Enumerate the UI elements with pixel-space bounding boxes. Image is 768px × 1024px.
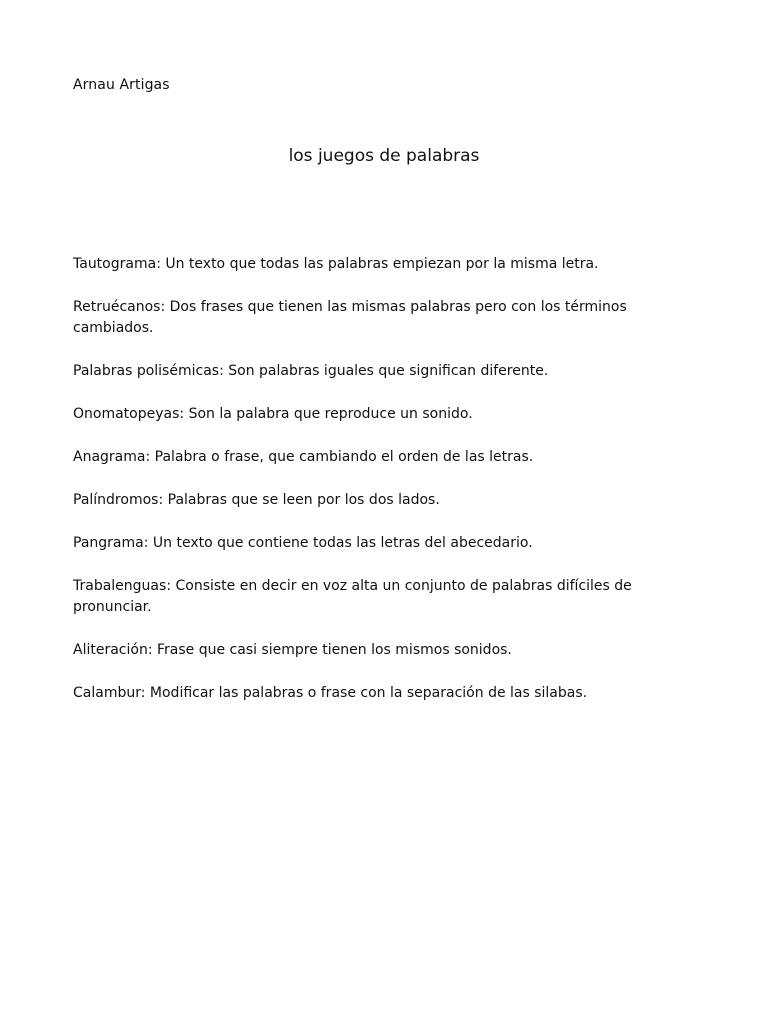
definition-entry	[73, 297, 673, 339]
definition-list	[73, 254, 673, 726]
entry-term: Palabras polisémicas	[73, 363, 220, 379]
entry-term: Aliteración	[73, 642, 148, 658]
entry-definition: Frase que casi siempre tienen los mismos sonidos.	[157, 642, 512, 658]
entry-separator: :	[156, 256, 166, 272]
document-title: los juegos de palabras	[288, 146, 480, 166]
entry-definition: Un texto que todas las palabras empiezan por la misma letra.	[165, 256, 599, 272]
entry-separator: :	[158, 492, 168, 508]
entry-definition: Consiste en decir en voz alta un conjunto de palabras difíciles de pronunciar.	[73, 578, 632, 615]
entry-separator: :	[143, 535, 153, 551]
definition-entry	[73, 447, 673, 468]
entry-definition: Palabras que se leen por los dos lados.	[167, 492, 440, 508]
definition-entry	[73, 533, 673, 554]
definition-entry	[73, 404, 673, 425]
definition-entry	[73, 576, 673, 618]
entry-term: Calambur	[73, 685, 141, 701]
definition-entry	[73, 361, 673, 382]
entry-term: Pangrama	[73, 535, 144, 551]
entry-separator: :	[140, 685, 150, 701]
entry-definition: Un texto que contiene todas las letras del abecedario.	[152, 535, 533, 551]
author-name: Arnau Artigas	[73, 77, 170, 93]
entry-term: Anagrama	[73, 449, 146, 465]
entry-term: Retruécanos	[73, 299, 161, 315]
entry-definition: Modificar las palabras o frase con la separación de las silabas.	[149, 685, 588, 701]
definition-entry	[73, 640, 673, 661]
entry-definition: Son palabras iguales que significan diferente.	[228, 363, 549, 379]
definition-entry	[73, 683, 673, 704]
entry-definition: Palabra o frase, que cambiando el orden de las letras.	[154, 449, 534, 465]
entry-term: Onomatopeyas	[73, 406, 180, 422]
entry-term: Tautograma	[73, 256, 157, 272]
entry-separator: :	[166, 578, 176, 594]
entry-term: Palíndromos	[73, 492, 159, 508]
entry-term: Trabalenguas	[73, 578, 167, 594]
entry-definition: Dos frases que tienen las mismas palabras pero con los términos cambiados.	[73, 299, 627, 336]
entry-separator: :	[145, 449, 155, 465]
definition-entry	[73, 254, 673, 275]
entry-separator: :	[147, 642, 157, 658]
entry-separator: :	[160, 299, 170, 315]
entry-definition: Son la palabra que reproduce un sonido.	[188, 406, 473, 422]
entry-separator: :	[179, 406, 189, 422]
definition-entry	[73, 490, 673, 511]
entry-separator: :	[219, 363, 229, 379]
